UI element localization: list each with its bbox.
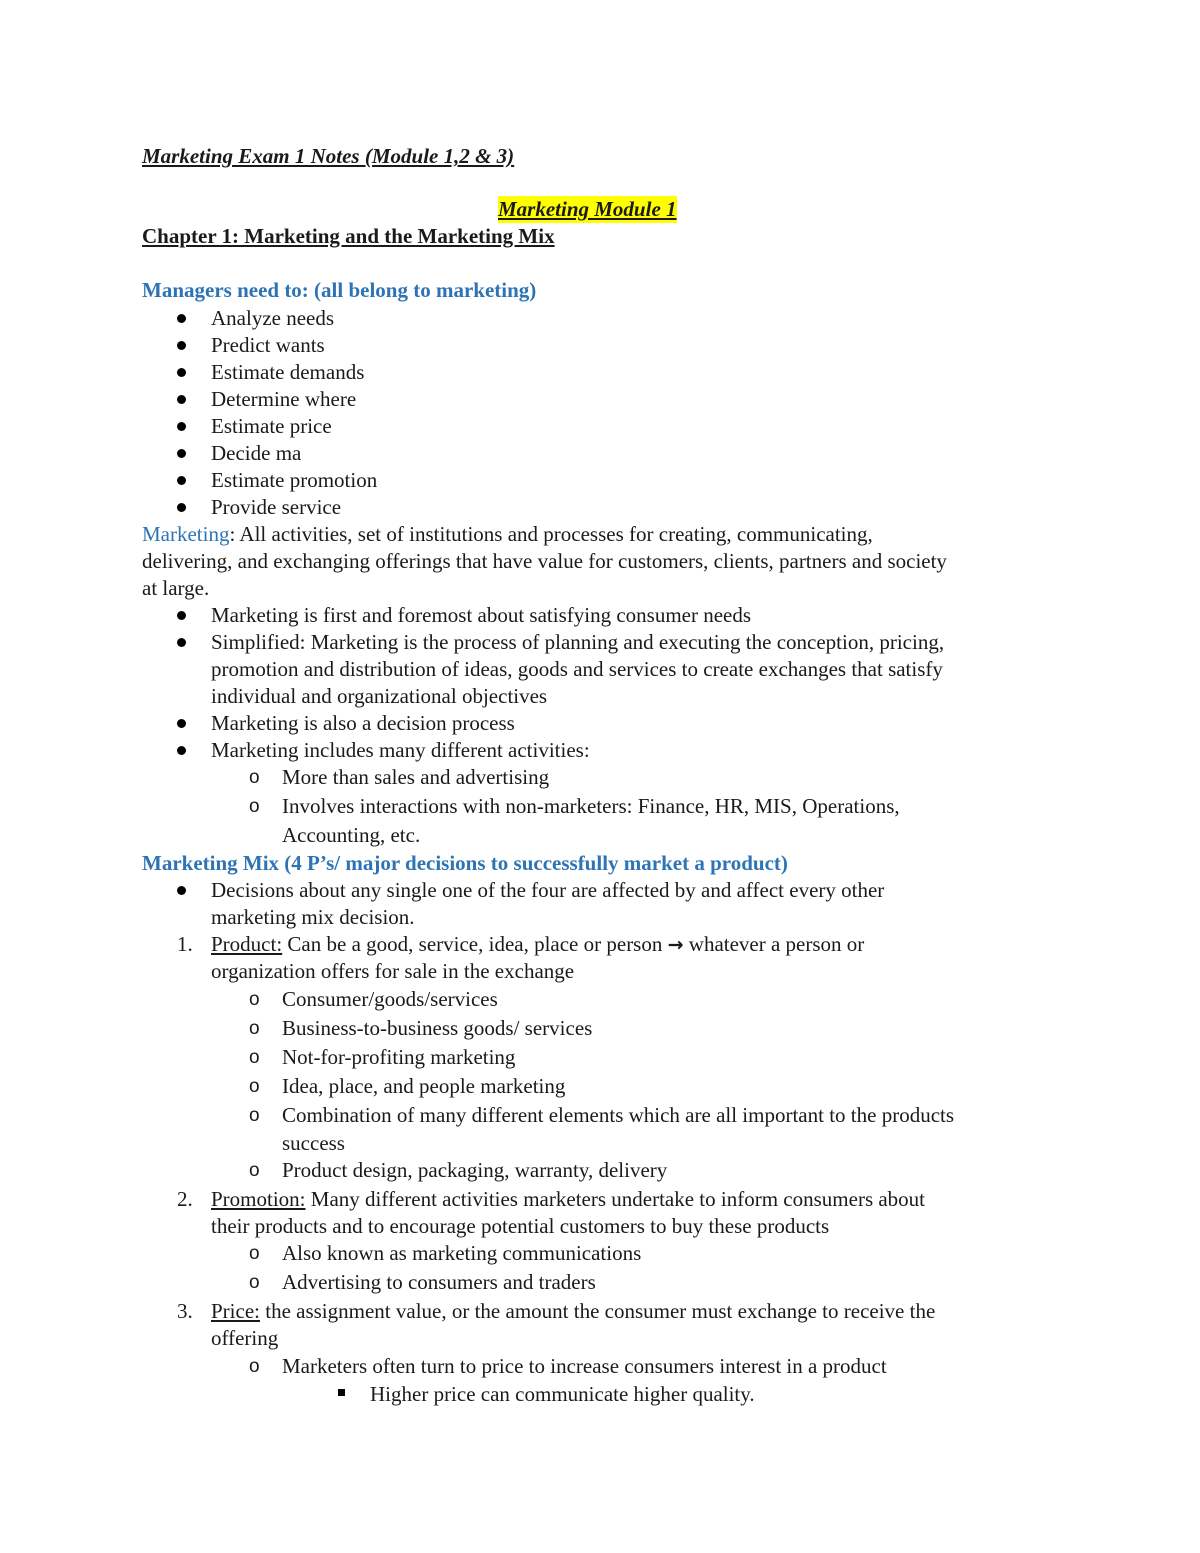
circle-bullet-icon: o bbox=[249, 1243, 260, 1264]
list-item: Provide service bbox=[211, 495, 342, 519]
sub-list-item: Consumer/goods/services bbox=[282, 987, 498, 1011]
bullet-icon bbox=[177, 368, 186, 377]
marketing-term: Marketing bbox=[142, 522, 230, 546]
sub-list-item: Involves interactions with non-marketers: Finance, HR, MIS, Operations, bbox=[282, 794, 900, 818]
sub-sub-list-item: Higher price can communicate higher quality. bbox=[370, 1382, 755, 1406]
list-item-continued: promotion and distribution of ideas, goods and services to create exchanges that satisfy bbox=[211, 657, 943, 681]
marketing-definition-line bbox=[142, 521, 873, 548]
list-item: Predict wants bbox=[211, 333, 325, 357]
circle-bullet-icon: o bbox=[249, 767, 260, 788]
circle-bullet-icon: o bbox=[249, 1018, 260, 1039]
list-item: Estimate promotion bbox=[211, 468, 378, 492]
bullet-icon bbox=[177, 314, 186, 323]
list-item: Marketing is also a decision process bbox=[211, 711, 515, 735]
definition-text: delivering, and exchanging offerings that have value for customers, clients, partners and society bbox=[142, 549, 947, 573]
product-label: Product: bbox=[211, 932, 283, 956]
promotion-label: Promotion: bbox=[211, 1187, 306, 1211]
sub-list-item: Business-to-business goods/ services bbox=[282, 1016, 593, 1040]
sub-list-item: Not-for-profiting marketing bbox=[282, 1045, 516, 1069]
circle-bullet-icon: o bbox=[249, 1356, 260, 1377]
list-number: 3. bbox=[177, 1299, 193, 1323]
bullet-icon bbox=[177, 746, 186, 755]
list-item: Simplified: Marketing is the process of planning and executing the conception, pricing, bbox=[211, 630, 945, 654]
document-title: Marketing Exam 1 Notes (Module 1,2 & 3) bbox=[142, 144, 515, 168]
marketing-mix-heading: Marketing Mix (4 P’s/ major decisions to successfully market a product) bbox=[142, 851, 788, 875]
promotion-text: Many different activities marketers undertake to inform consumers about bbox=[305, 1187, 926, 1211]
price-text: the assignment value, or the amount the consumer must exchange to receive the bbox=[259, 1299, 936, 1323]
circle-bullet-icon: o bbox=[249, 1272, 260, 1293]
sub-list-item: Product design, packaging, warranty, delivery bbox=[282, 1158, 668, 1182]
circle-bullet-icon: o bbox=[249, 1076, 260, 1097]
list-item-continued: individual and organizational objectives bbox=[211, 684, 548, 708]
sub-list-item: Advertising to consumers and traders bbox=[282, 1270, 596, 1294]
promotion-item bbox=[211, 1186, 925, 1213]
product-text: Can be a good, service, idea, place or person bbox=[282, 932, 668, 956]
circle-bullet-icon: o bbox=[249, 1047, 260, 1068]
sub-list-item-continued: success bbox=[282, 1131, 345, 1155]
product-text-continued: organization offers for sale in the exchange bbox=[211, 959, 575, 983]
list-item: Decide ma bbox=[211, 441, 302, 465]
bullet-icon bbox=[177, 611, 186, 620]
definition-text: at large. bbox=[142, 576, 210, 600]
sub-list-item: Idea, place, and people marketing bbox=[282, 1074, 566, 1098]
product-text: whatever a person or bbox=[683, 932, 865, 956]
circle-bullet-icon: o bbox=[249, 1160, 260, 1181]
product-item bbox=[211, 931, 864, 959]
sub-list-item: Combination of many different elements which are all important to the products bbox=[282, 1103, 955, 1127]
bullet-icon bbox=[177, 719, 186, 728]
bullet-icon bbox=[177, 886, 186, 895]
list-number: 1. bbox=[177, 932, 193, 956]
list-item: Marketing is first and foremost about satisfying consumer needs bbox=[211, 603, 752, 627]
list-number: 2. bbox=[177, 1187, 193, 1211]
arrow-right-icon: → bbox=[667, 934, 684, 956]
list-item: Marketing includes many different activities: bbox=[211, 738, 590, 762]
square-bullet-icon bbox=[338, 1389, 345, 1396]
module-title: Marketing Module 1 bbox=[498, 197, 677, 221]
sub-list-item: Marketers often turn to price to increase consumers interest in a product bbox=[282, 1354, 887, 1378]
bullet-icon bbox=[177, 341, 186, 350]
list-item: Estimate demands bbox=[211, 360, 365, 384]
circle-bullet-icon: o bbox=[249, 989, 260, 1010]
price-item bbox=[211, 1298, 935, 1325]
managers-heading: Managers need to: (all belong to marketing) bbox=[142, 278, 537, 302]
bullet-icon bbox=[177, 422, 186, 431]
price-label: Price: bbox=[211, 1299, 260, 1323]
list-item: Analyze needs bbox=[211, 306, 335, 330]
list-item: Estimate price bbox=[211, 414, 332, 438]
bullet-icon bbox=[177, 503, 186, 512]
circle-bullet-icon: o bbox=[249, 1105, 260, 1126]
list-item: Decisions about any single one of the four are affected by and affect every other bbox=[211, 878, 885, 902]
definition-text: : All activities, set of institutions and processes for creating, communicating, bbox=[229, 522, 873, 546]
bullet-icon bbox=[177, 395, 186, 404]
promotion-text-continued: their products and to encourage potential customers to buy these products bbox=[211, 1214, 830, 1238]
circle-bullet-icon: o bbox=[249, 796, 260, 817]
bullet-icon bbox=[177, 476, 186, 485]
list-item: Determine where bbox=[211, 387, 357, 411]
bullet-icon bbox=[177, 449, 186, 458]
price-text-continued: offering bbox=[211, 1326, 279, 1350]
list-item-continued: marketing mix decision. bbox=[211, 905, 415, 929]
sub-list-item: Also known as marketing communications bbox=[282, 1241, 642, 1265]
chapter-title: Chapter 1: Marketing and the Marketing Mix bbox=[142, 224, 555, 248]
sub-list-item: More than sales and advertising bbox=[282, 765, 550, 789]
sub-list-item-continued: Accounting, etc. bbox=[282, 823, 421, 847]
bullet-icon bbox=[177, 638, 186, 647]
